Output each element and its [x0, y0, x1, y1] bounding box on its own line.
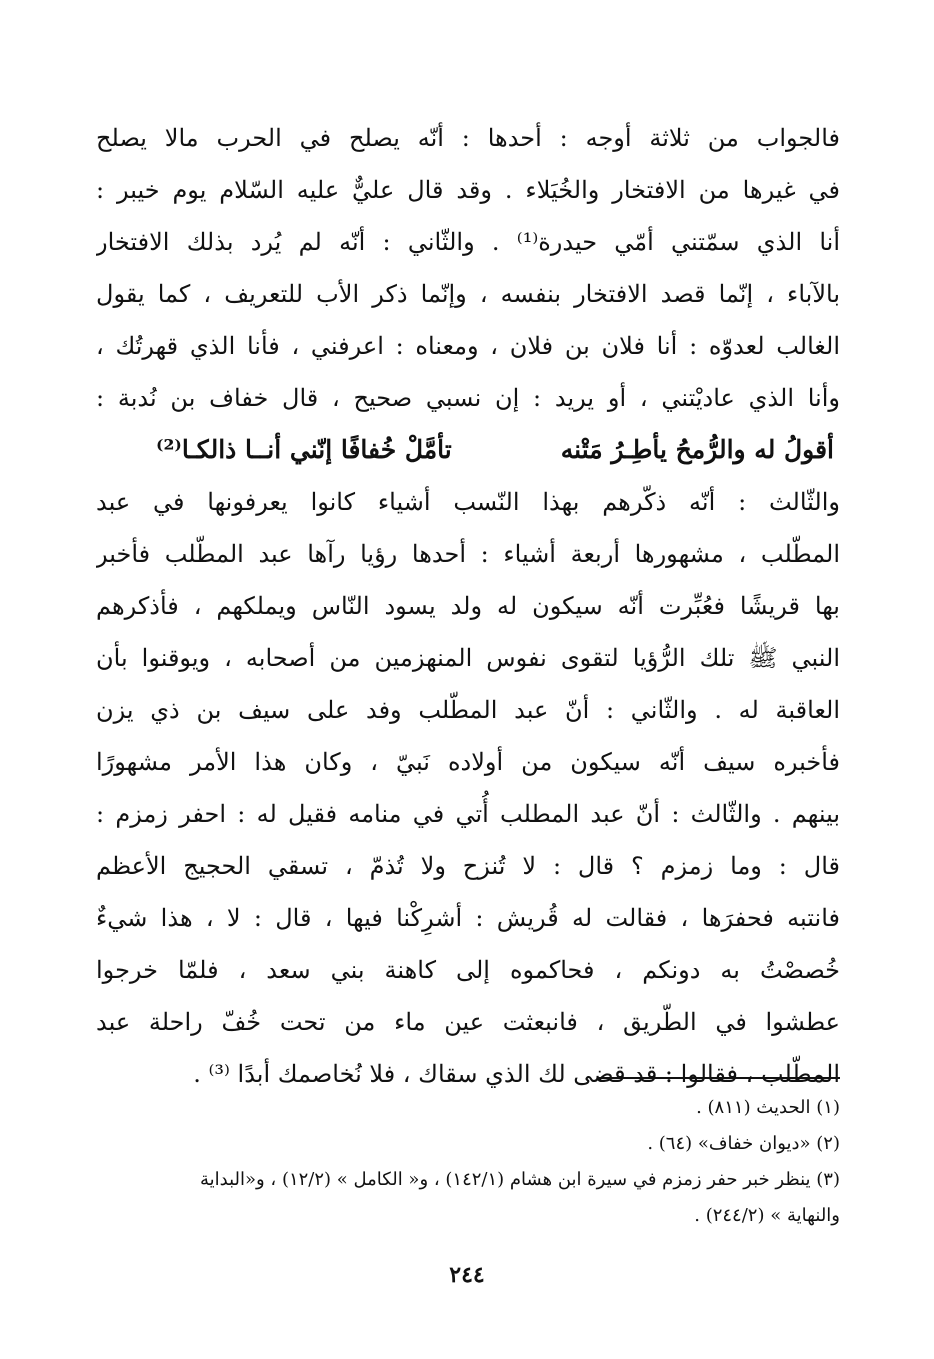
- main-text: [96, 112, 840, 1100]
- text-line: المطّلب ، مشهورها أربعة أشياء : أحدها رؤيا رآها عبد المطّلب فأخبر: [96, 540, 840, 568]
- text-line: خُصصْتُ به دونكم ، فحاكموه إلى كاهنة بني سعد ، فلمّا خرجوا: [96, 956, 840, 984]
- text-line: والثّالث : أنّه ذكّرهم بهذا النّسب أشياء كانوا يعرفونها في عبد: [96, 488, 840, 516]
- text-line: المطّلب ، فقالوا : قد قضى لك الذي سقاك ، فلا نُخاصمك أبدًا ⁽³⁾ .: [193, 1060, 840, 1088]
- poetry-verse: [96, 424, 840, 476]
- text-line: بينهم . والثّالث : أنّ عبد المطلب أُتي في منامه فقيل له : احفر زمزم :: [96, 800, 840, 828]
- footnote-separator: [598, 1077, 840, 1079]
- text-line: عطشوا في الطّريق ، فانبعثت عين ماء من تحت خُفّ راحلة عبد: [96, 1008, 840, 1036]
- footnote: (٣) ينظر خبر حفر زمزم في سيرة ابن هشام (١٤٢/١) ، و« الكامل » (١٢/٢) ، و«البداية: [199, 1169, 840, 1190]
- verse-second-hemistich: تأمَّلْ خُفافًا إنّني أنــا ذالكـا⁽²⁾: [156, 435, 452, 464]
- text-line: النبي ﷺ تلك الرُّؤيا لتقوى نفوس المنهزمين من أصحابه ، ويوقنوا بأن: [96, 644, 840, 672]
- footnotes: [96, 1090, 840, 1234]
- footnote-continuation: والنهاية » (٢٤٤/٢) .: [694, 1205, 840, 1226]
- footnote: (٢) «ديوان خفاف» (٦٤) .: [647, 1133, 840, 1154]
- verse-first-hemistich: أقولُ له والرُّمحُ يأطِـرُ مَتْنه: [560, 435, 834, 464]
- text-line: قال : وما زمزم ؟ قال : لا تُنزح ولا تُذمّ ، تسقي الحجيج الأعظم: [96, 852, 840, 880]
- footnote: (١) الحديث (٨١١) .: [696, 1097, 840, 1118]
- text-line: الغالب لعدوّه : أنا فلان بن فلان ، ومعناه : اعرفني ، فأنا الذي قهرتُك ،: [96, 332, 840, 360]
- text-line: العاقبة له . والثّاني : أنّ عبد المطّلب وفد على سيف بن ذي يزن: [96, 696, 840, 724]
- text-line: فالجواب من ثلاثة أوجه : أحدها : أنّه يصلح في الحرب مالا يصلح: [96, 124, 840, 152]
- page-number: ٢٤٤: [449, 1262, 485, 1288]
- text-line: فأخبره سيف أنّه سيكون من أولاده نَبيّ ، وكان هذا الأمر مشهورًا: [96, 748, 840, 776]
- text-line: بها قريشًا فعُبِّرت أنّه سيكون له ولد يسود النّاس ويملكهم ، فأذكرهم: [96, 592, 840, 620]
- text-line: وأنا الذي عاديْتني ، أو يريد : إن نسبي صحيح ، قال خفاف بن نُدبة :: [96, 384, 840, 412]
- text-line: فانتبه فحفرَها ، فقالت له قُريش : أشرِكْنا فيها ، قال : لا ، هذا شيءٌ: [96, 904, 840, 932]
- text-line: في غيرها من الافتخار والخُيَلاء . وقد قال عليٌّ عليه السّلام يوم خيبر :: [96, 176, 840, 204]
- text-line: بالآباء ، إنّما قصد الافتخار بنفسه ، وإنّما ذكر الأب للتعريف ، كما يقول: [96, 280, 840, 308]
- text-line: أنا الذي سمّتني أمّي حيدرة⁽¹⁾ . والثّاني : أنّه لم يُرد بذلك الافتخار: [96, 228, 840, 256]
